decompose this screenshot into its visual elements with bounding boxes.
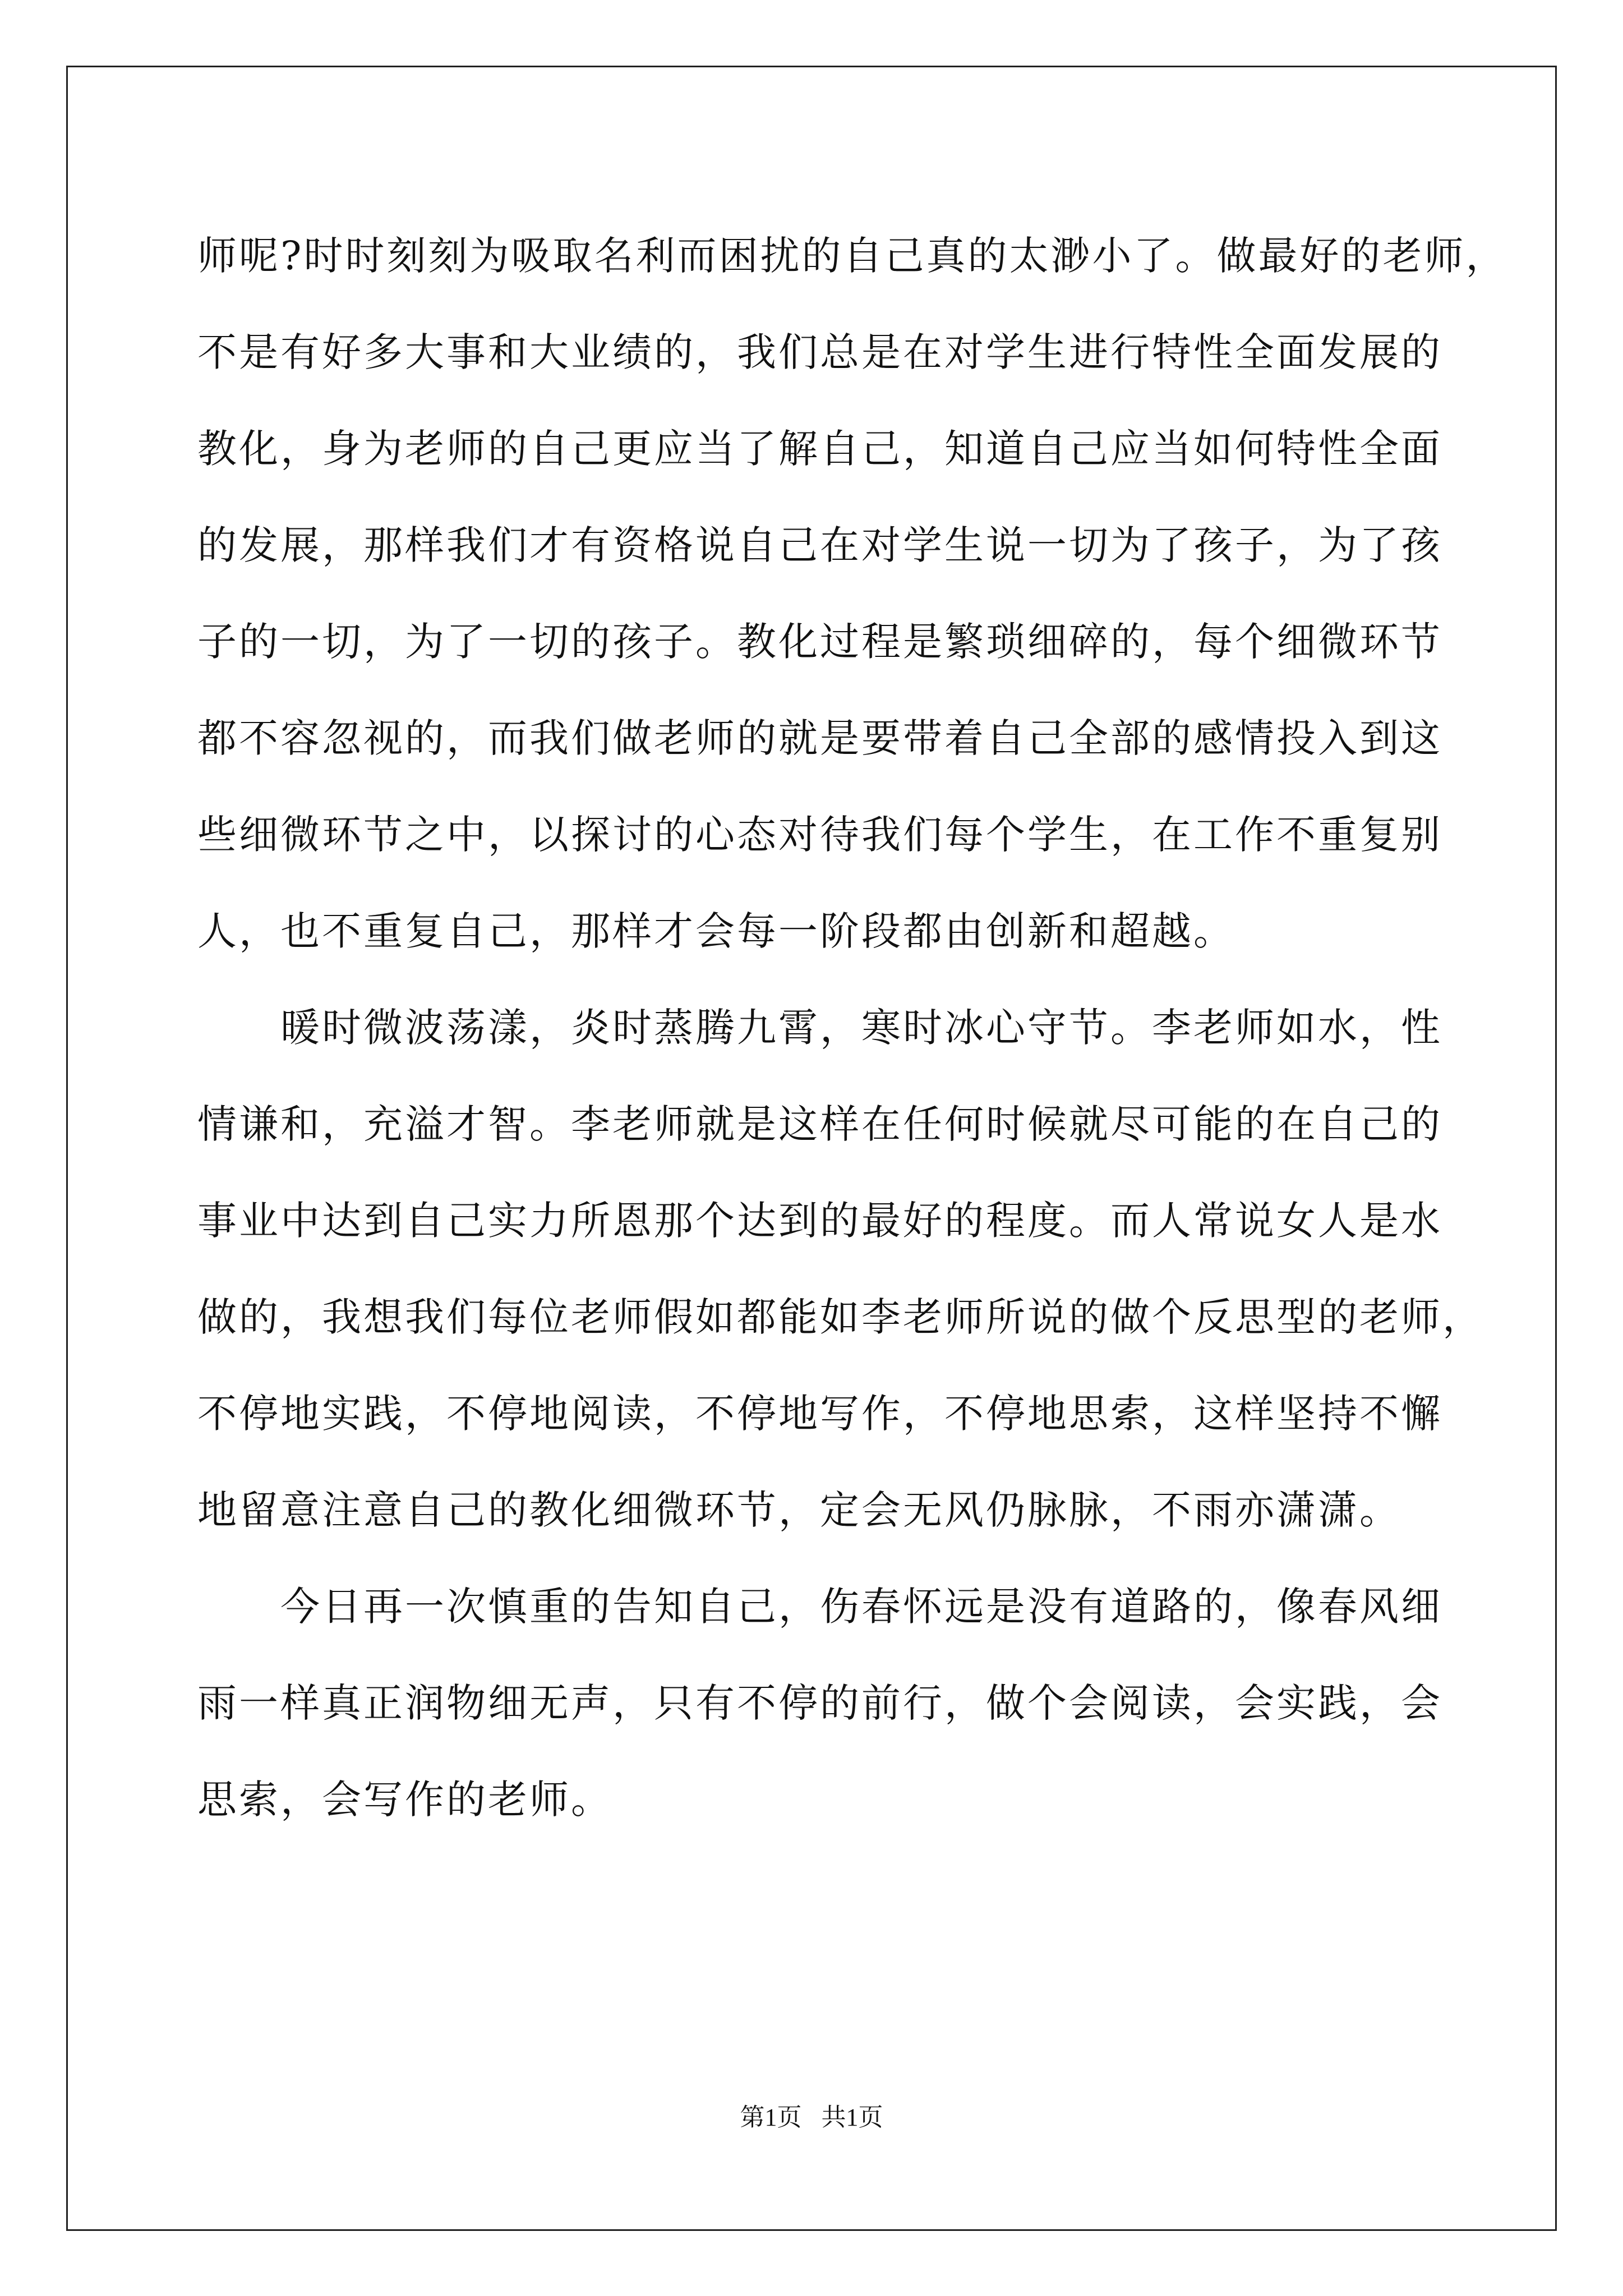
page-number-total: 共1页 — [821, 2104, 883, 2131]
text-line: 不是有好多大事和大业绩的，我们总是在对学生进行特性全面发展的 — [197, 329, 1442, 375]
text-line: 子的一切，为了一切的孩子。教化过程是繁琐细碎的，每个细微环节 — [197, 619, 1442, 665]
text-line: 教化，身为老师的自己更应当了解自己，知道自己应当如何特性全面 — [197, 426, 1442, 472]
text-line: 雨一样真正润物细无声，只有不停的前行，做个会阅读，会实践，会 — [197, 1680, 1442, 1726]
page-footer — [0, 2101, 1623, 2134]
text-line: 的发展，那样我们才有资格说自己在对学生说一切为了孩子，为了孩 — [197, 522, 1442, 568]
text-line: 都不容忽视的，而我们做老师的就是要带着自己全部的感情投入到这 — [197, 715, 1442, 761]
text-line: 思索，会写作的老师。 — [197, 1777, 612, 1823]
text-line: 事业中达到自己实力所恩那个达到的最好的程度。而人常说女人是水 — [197, 1198, 1442, 1244]
text-line: 些细微环节之中，以探讨的心态对待我们每个学生，在工作不重复别 — [197, 812, 1442, 858]
text-line: 做的，我想我们每位老师假如都能如李老师所说的做个反思型的老师， — [197, 1294, 1484, 1340]
text-line: 不停地实践，不停地阅读，不停地写作，不停地思索，这样坚持不懈 — [197, 1391, 1442, 1437]
text-line: 地留意注意自己的教化细微环节，定会无风仍脉脉，不雨亦潇潇。 — [197, 1487, 1401, 1533]
paragraph-start-line: 暖时微波荡漾，炎时蒸腾九霄，寒时冰心守节。李老师如水，性 — [280, 1005, 1442, 1051]
text-line: 师呢?时时刻刻为吸取名利而困扰的自己真的太渺小了。做最好的老师， — [197, 233, 1507, 279]
page-number-current: 第1页 — [740, 2104, 802, 2131]
text-line: 情谦和，充溢才智。李老师就是这样在任何时候就尽可能的在自己的 — [197, 1101, 1442, 1147]
paragraph-start-line: 今日再一次慎重的告知自己，伤春怀远是没有道路的，像春风细 — [280, 1584, 1442, 1630]
document-body — [197, 208, 1507, 1848]
text-line: 人，也不重复自己，那样才会每一阶段都由创新和超越。 — [197, 908, 1235, 954]
